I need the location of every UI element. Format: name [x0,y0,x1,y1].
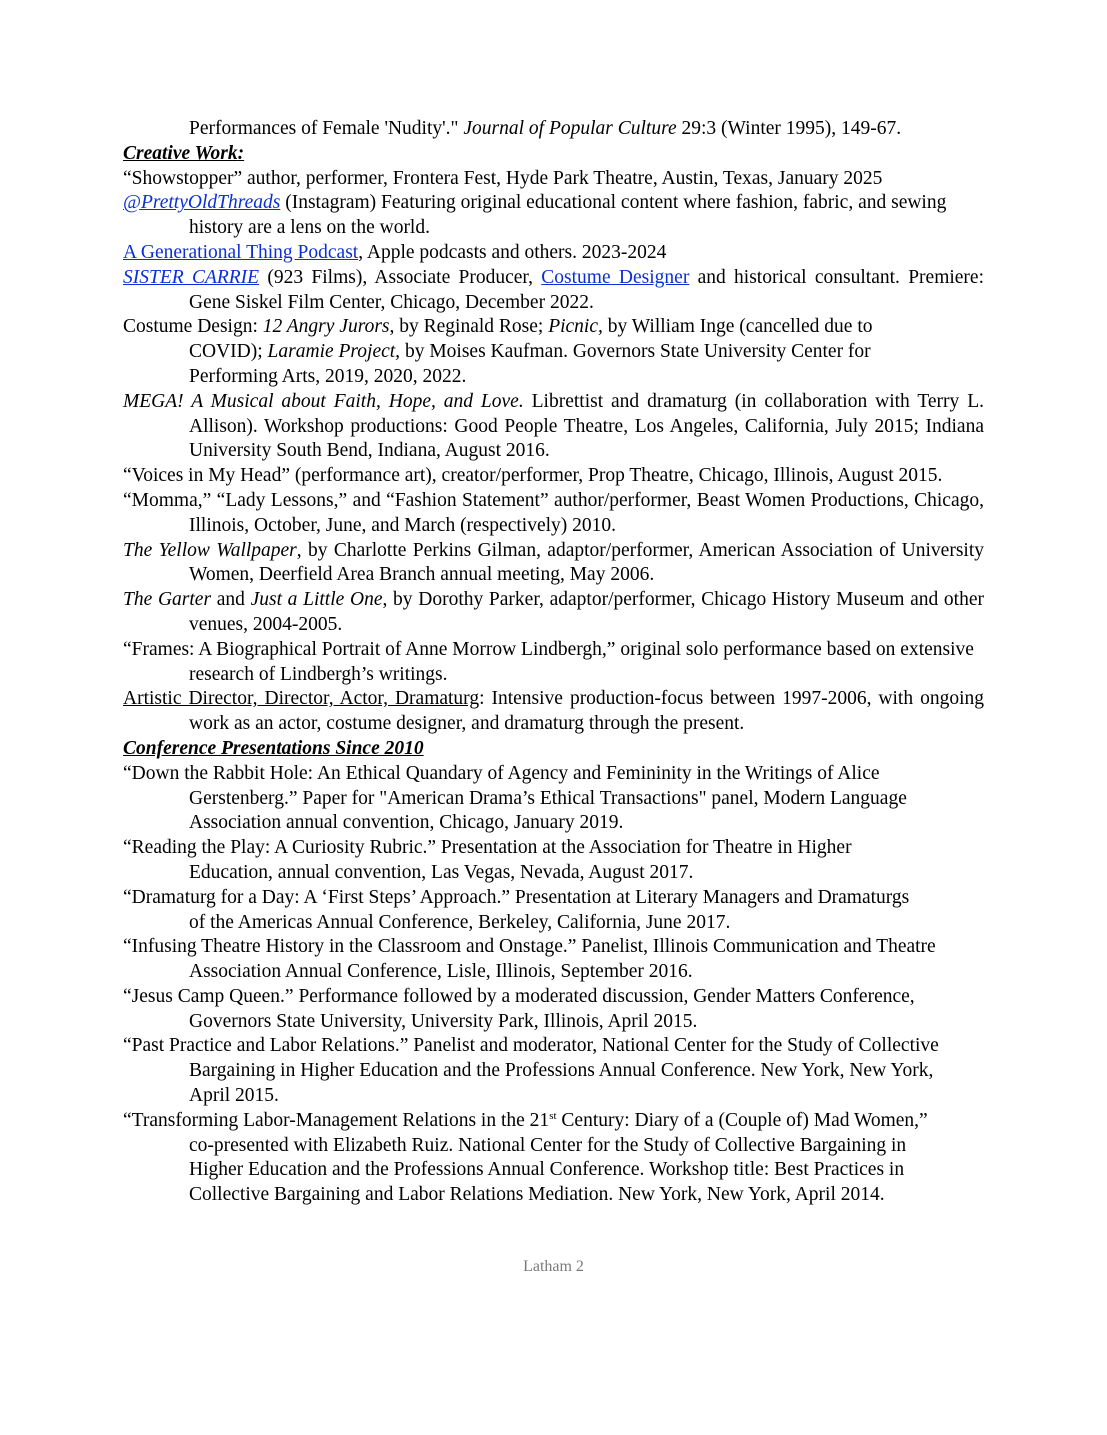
entry-infusing: “Infusing Theatre History in the Classroom and Onstage.” Panelist, Illinois Communication and Theatre Association Annual Conference, Lisle, Illinois, September 2016. [123,936,936,983]
creative-work-heading-colon: : [237,142,245,164]
entry-momma: “Momma,” “Lady Lessons,” and “Fashion Statement” author/performer, Beast Women Productions, Chicago, Illinois, October, June, and March (respectively) 2010. [123,489,984,536]
entry-frames: “Frames: A Biographical Portrait of Anne Morrow Lindbergh,” original solo performance based on extensive research of Lindbergh’s writings. [123,638,974,685]
entry-garter [123,588,984,638]
artistic-director-label: Artistic Director, Director, Actor, Dramaturg [123,688,480,710]
entry-instagram [123,191,984,241]
entry-voices: “Voices in My Head” (performance art), creator/performer, Prop Theatre, Chicago, Illinois, August 2015. [123,465,943,487]
prev-entry-text: Performances of Female 'Nudity'." [189,118,464,139]
entry-past-practice: “Past Practice and Labor Relations.” Panelist and moderator, National Center for the Study of Collective Bargaining in Higher Education and the Professions Annual Conference. New York, New York, April 2015. [123,1035,939,1107]
instagram-description: (Instagram) Featuring original educational content where fashion, fabric, and sewing history are a lens on the world. [189,192,947,239]
artistic-director-text: : Intensive production-focus between 1997-2006, with ongoing work as an actor, costume designer, and dramaturg through the present. [189,688,985,735]
prev-entry-tail [123,117,984,142]
sister-carrie-link-text: SISTER CARRIE [123,266,260,288]
costume-designer-link[interactable]: Costume Designer [541,266,690,288]
costume-text-1: , by Reginald Rose; [389,316,549,338]
prev-entry-citation: 29:3 (Winter 1995), 149-67. [676,118,902,139]
page-footer: Latham 2 [523,1258,584,1275]
costume-play-2: Picnic, [548,316,603,338]
entry-artistic-director [123,687,984,737]
garter-title: The Garter [123,589,212,611]
transforming-text-2: Century: Diary of a (Couple of) Mad Women,” co-presented with Elizabeth Ruiz. National Center for the Study of Collective Bargaining in Higher Education and the Professions Annual Conference. Workshop title: Best Practices in Collective Bargaining and Labor Relations Mediation. New York, New York, April 2014. [189,1109,928,1206]
entry-podcast [123,241,984,266]
sister-carrie-premiere: and historical consultant. Premiere: Gene Siskel Film Center, Chicago, December 2022. [189,266,984,313]
mega-text: Librettist and dramaturg (in collaboration with Terry L. Allison). Workshop productions: Good People Theatre, Los Angeles, California, July 2015; Indiana University South Bend, Indiana, August 2016. [189,390,984,462]
creative-work-heading [123,142,984,167]
instagram-link-text: @PrettyOldThreads [123,192,281,214]
costume-label: Costume Design: [123,316,263,338]
entry-dramaturg-day: “Dramaturg for a Day: A ‘First Steps’ Approach.” Presentation at Literary Managers and Dramaturgs of the Americas Annual Conference, Berkeley, California, June 2017. [123,886,910,933]
journal-title: Journal of Popular Culture [463,118,677,139]
little-one-title: Just a Little One [250,589,383,611]
yellow-wallpaper-title: The Yellow Wallpaper [123,539,297,561]
costume-text-2: by William Inge (cancelled due to COVID); [189,316,873,363]
transforming-superscript: st [549,1109,557,1122]
entry-mega [123,390,984,464]
creative-work-heading-text: Creative Work [123,142,238,164]
instagram-link[interactable] [123,192,280,213]
entry-showstopper: “Showstopper” author, performer, Frontera Fest, Hyde Park Theatre, Austin, Texas, January 2025 [123,167,883,189]
podcast-description: , Apple podcasts and others. 2023-2024 [358,241,667,263]
entry-costume-design [123,315,984,389]
costume-play-1: 12 Angry Jurors [262,316,390,338]
sister-carrie-link[interactable] [123,267,259,288]
conference-heading: Conference Presentations Since 2010 [123,737,424,759]
costume-text-3: by Moises Kaufman. Governors State University Center for Performing Arts, 2019, 2020, 2022. [189,341,871,387]
resume-page [123,117,984,1208]
transforming-text-1: “Transforming Labor-Management Relations in the 21 [123,1109,550,1131]
costume-play-3: Laramie Project, [267,341,401,363]
entry-reading-play: “Reading the Play: A Curiosity Rubric.” Presentation at the Association for Theatre in Higher Education, annual convention, Las Vegas, Nevada, August 2017. [123,837,852,883]
entry-rabbit-hole: “Down the Rabbit Hole: An Ethical Quandary of Agency and Femininity in the Writings of Alice Gerstenberg.” Paper for "American Drama’s Ethical Transactions" panel, Modern Language Association annual convention, Chicago, January 2019. [123,762,907,834]
mega-title: MEGA! A Musical about Faith, Hope, and Love. [123,390,524,412]
podcast-link[interactable]: A Generational Thing Podcast [123,241,359,263]
garter-and: and [211,589,251,611]
entry-jesus-camp: “Jesus Camp Queen.” Performance followed by a moderated discussion, Gender Matters Conference, Governors State University, University Park, Illinois, April 2015. [123,985,915,1032]
yellow-wallpaper-text: , by Charlotte Perkins Gilman, adaptor/performer, American Association of University Women, Deerfield Area Branch annual meeting, May 2006. [189,539,984,586]
sister-carrie-text: (923 Films), Associate Producer, [259,266,542,288]
garter-text: , by Dorothy Parker, adaptor/performer, Chicago History Museum and other venues, 2004-2005. [189,589,984,635]
entry-transforming [123,1109,984,1208]
entry-yellow-wallpaper [123,539,984,589]
entry-sister-carrie [123,266,984,316]
